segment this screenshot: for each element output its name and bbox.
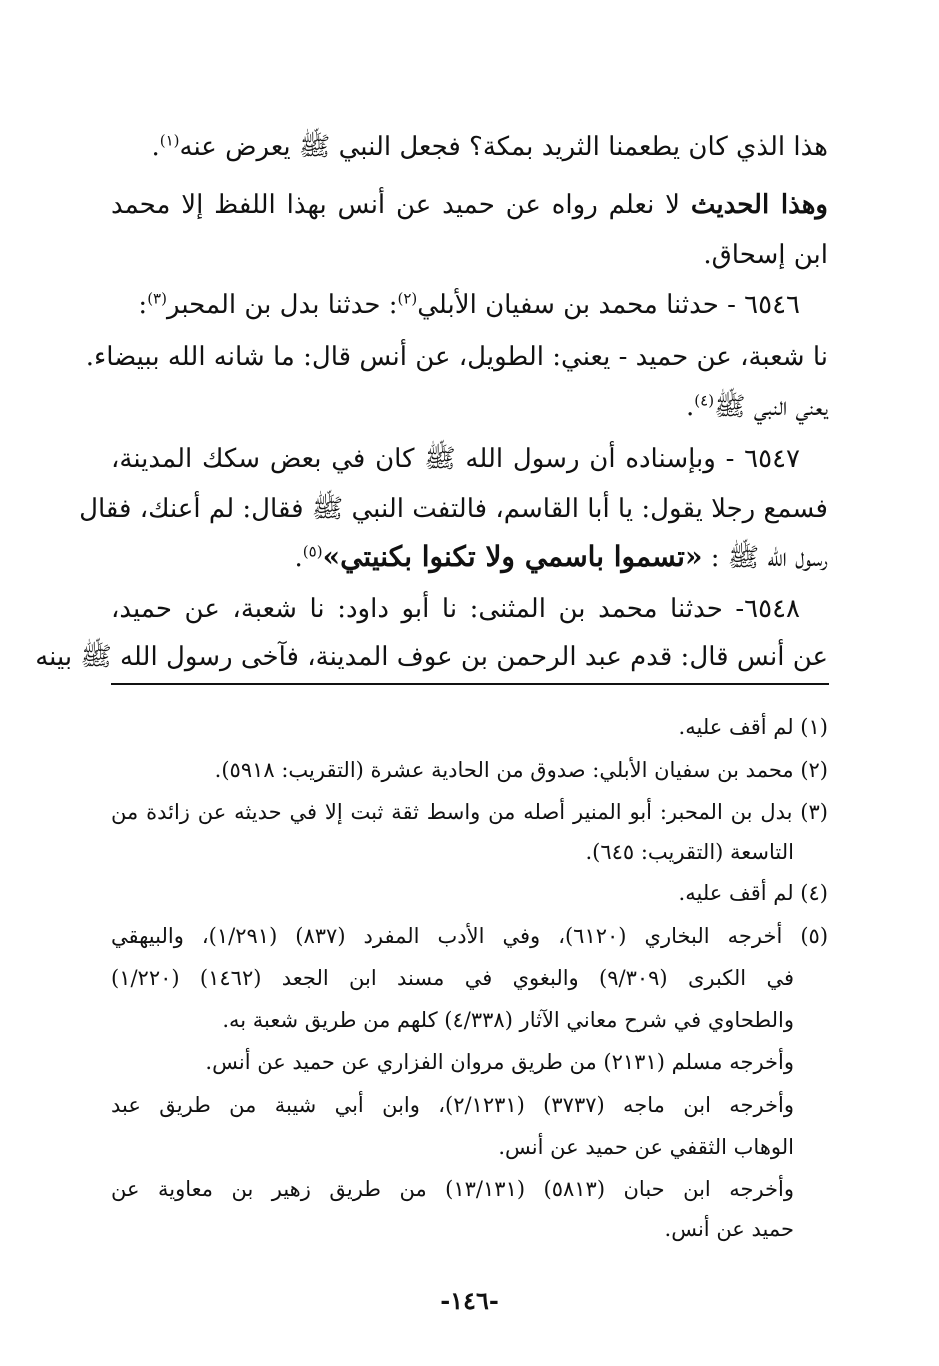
text-run: يعني النبي ﷺ	[714, 392, 828, 422]
bold-heading-text: وهذا الحديث	[690, 190, 828, 220]
footnote-ref[interactable]: (٥)	[302, 542, 323, 561]
text-line	[111, 540, 828, 575]
hadith-6548-line	[111, 592, 828, 626]
text-run: .	[686, 392, 695, 422]
text-line: نا شعبة، عن حميد - يعني: الطويل، عن أنس قال: ما شانه الله ببيضاء.	[85, 342, 828, 372]
text-line: عن أنس قال: قدم عبد الرحمن بن عوف المدينة، فآخى رسول الله ﷺ بينه	[35, 642, 828, 672]
footnote-ref[interactable]: (٢)	[397, 289, 418, 308]
footnote-1: (١) لم أقف عليه.	[678, 715, 828, 739]
hadith-6547-line	[111, 442, 828, 476]
footnote-5-continued: في الكبرى (٩/٣٠٩) والبغوي في مسند ابن الجعد (١٤٦٢) (١/٢٢٠)	[111, 966, 795, 990]
footnote-5-continued: وأخرجه مسلم (٢١٣١) من طريق مروان الفزاري عن حميد عن أنس.	[205, 1050, 794, 1074]
text-run: لا نعلم رواه عن حميد عن أنس بهذا اللفظ إلا محمد	[111, 190, 680, 220]
footnote-ref[interactable]: (١)	[159, 131, 180, 150]
text-run: .	[151, 132, 160, 162]
footnote-5: (٥) أخرجه البخاري (٦١٢٠)، وفي الأدب المفرد (٨٣٧) (١/٢٩١)، والبيهقي	[111, 924, 829, 948]
text-line	[111, 390, 828, 424]
footnote-3: (٣) بدل بن المحبر: أبو المنير أصله من واسط ثقة ثبت إلا في حديثه عن زائدة من	[111, 800, 828, 824]
text-run: ٦٥٤٧ - وبإسناده أن رسول الله ﷺ كان في بعض سكك المدينة،	[111, 444, 800, 474]
text-run: : حدثنا بدل بن المحبر	[166, 290, 398, 320]
text-line	[111, 130, 828, 164]
hadith-6546-line	[111, 288, 828, 322]
footnote-5-continued: الوهاب الثقفي عن حميد عن أنس.	[498, 1135, 794, 1159]
text-line: ابن إسحاق.	[703, 240, 828, 270]
footnote-separator	[111, 683, 829, 685]
footnote-ref[interactable]: (٣)	[147, 289, 167, 308]
footnote-5-continued: والطحاوي في شرح معاني الآثار (٤/٣٣٨) كلهم من طريق شعبة به.	[222, 1008, 794, 1032]
footnote-5-continued: وأخرجه ابن ماجه (٣٧٣٧) (٢/١٢٣١)، وابن أبي شيبة من طريق عبد	[111, 1093, 795, 1117]
text-run: .	[294, 543, 303, 573]
footnote-ref[interactable]: (٤)	[694, 391, 715, 410]
text-line	[111, 188, 828, 222]
text-run: هذا الذي كان يطعمنا الثريد بمكة؟ فجعل النبي ﷺ يعرض عنه	[179, 132, 828, 162]
footnote-4: (٤) لم أقف عليه.	[678, 881, 828, 905]
footnote-3-continued: التاسعة (التقريب: ٦٤٥).	[585, 840, 794, 864]
prophetic-saying-text: «تسموا باسمي ولا تكنوا بكنيتي»	[322, 540, 703, 573]
text-run: :	[138, 290, 148, 320]
footnote-2: (٢) محمد بن سفيان الأبلي: صدوق من الحادية عشرة (التقريب: ٥٩١٨).	[214, 758, 828, 782]
page-number: -١٤٦-	[440, 1286, 499, 1315]
text-run: ٦٥٤٦ - حدثنا محمد بن سفيان الأبلي	[417, 290, 800, 320]
footnote-5-continued: وأخرجه ابن حبان (٥٨١٣) (١٣/١٣١) من طريق زهير بن معاوية عن	[111, 1177, 795, 1201]
text-line: فسمع رجلا يقول: يا أبا القاسم، فالتفت النبي ﷺ فقال: لم أعنك، فقال	[79, 494, 828, 524]
text-run: ٦٥٤٨- حدثنا محمد بن المثنى: نا أبو داود: نا شعبة، عن حميد،	[111, 594, 800, 624]
footnote-5-continued: حميد عن أنس.	[664, 1217, 794, 1241]
text-run: رسول الله ﷺ :	[710, 543, 828, 573]
